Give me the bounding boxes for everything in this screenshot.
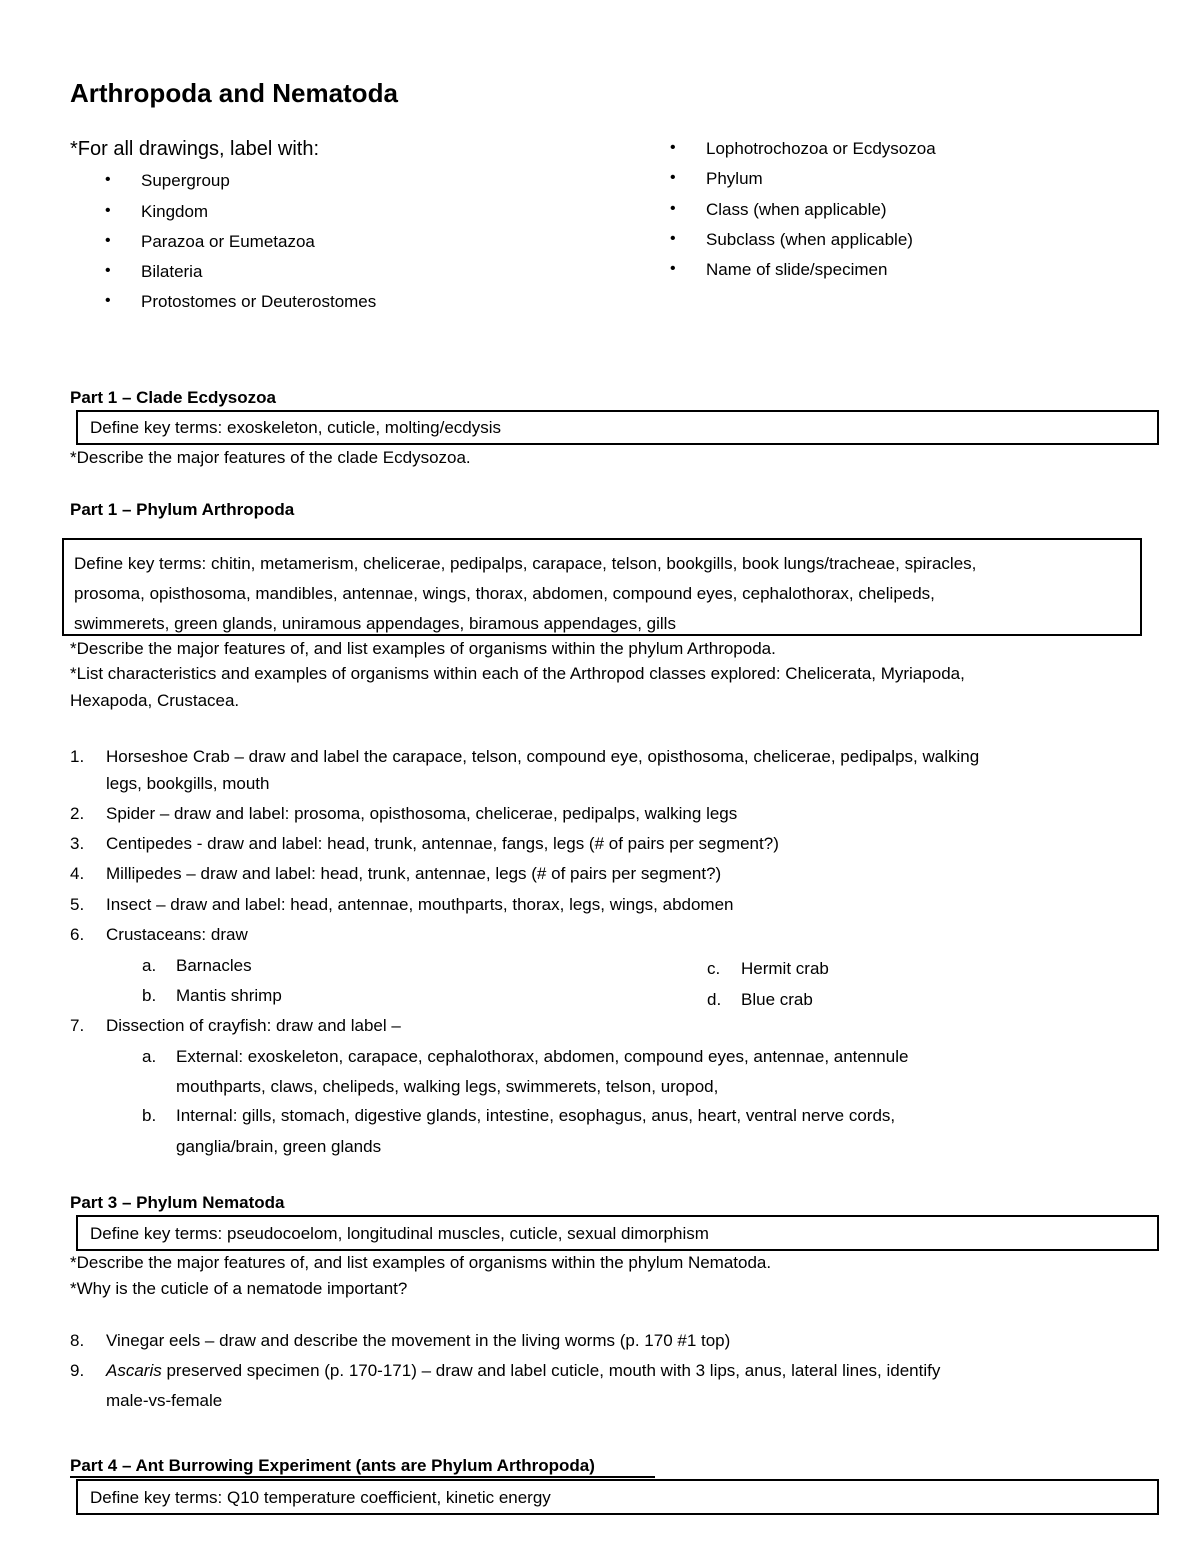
key-terms-box-ant-experiment <box>76 1479 1159 1515</box>
list-item <box>142 956 252 976</box>
list-item <box>70 1016 401 1036</box>
list-text: Mantis shrimp <box>176 986 282 1005</box>
key-terms-text: Define key terms: Q10 temperature coefficient, kinetic energy <box>90 1488 551 1507</box>
section-heading-ecdysozoa: Part 1 – Clade Ecdysozoa <box>70 388 276 407</box>
list-item <box>70 895 734 915</box>
list-item: • Phylum <box>706 169 763 189</box>
list-item: • Lophotrochozoa or Ecdysozoa <box>706 139 936 159</box>
list-item <box>707 990 813 1010</box>
list-item <box>142 1047 909 1067</box>
list-text: Millipedes – draw and label: head, trunk, antennae, legs (# of pairs per segment?) <box>106 864 722 883</box>
list-number: 6. <box>70 925 85 944</box>
list-item <box>142 1106 896 1126</box>
list-item: • Class (when applicable) <box>706 200 886 220</box>
list-letter: b. <box>142 986 157 1005</box>
key-terms-line: swimmerets, green glands, uniramous appendages, biramous appendages, gills <box>74 614 676 633</box>
list-text: Spider – draw and label: prosoma, opisthosoma, chelicerae, pedipalps, walking legs <box>106 804 738 823</box>
page-title: Arthropoda and Nematoda <box>70 78 398 108</box>
list-item <box>70 1331 731 1351</box>
list-text-continued: ganglia/brain, green glands <box>176 1137 382 1156</box>
list-item: • Parazoa or Eumetazoa <box>141 232 315 252</box>
list-item: • Supergroup <box>141 171 230 191</box>
list-text: Crustaceans: draw <box>106 925 248 944</box>
describe-text: *Describe the major features of, and list examples of organisms within the phylum Arthropoda. <box>70 639 776 658</box>
list-item <box>142 986 282 1006</box>
list-item: • Protostomes or Deuterostomes <box>141 292 376 312</box>
key-terms-text: Define key terms: pseudocoelom, longitudinal muscles, cuticle, sexual dimorphism <box>90 1224 709 1243</box>
label-instruction: *For all drawings, label with: <box>70 138 319 160</box>
list-text: Dissection of crayfish: draw and label – <box>106 1016 401 1035</box>
list-item <box>70 1361 941 1381</box>
list-text: Horseshoe Crab – draw and label the carapace, telson, compound eye, opisthosoma, chelicerae, pedipalps, walking <box>106 747 980 766</box>
describe-text: *Describe the major features of the clade Ecdysozoa. <box>70 448 471 467</box>
list-text: Blue crab <box>741 990 813 1009</box>
list-item <box>70 925 248 945</box>
list-number: 7. <box>70 1016 85 1035</box>
list-item <box>70 834 779 854</box>
list-item: • Subclass (when applicable) <box>706 230 913 250</box>
list-item: • Name of slide/specimen <box>706 260 887 280</box>
list-text-continued: legs, bookgills, mouth <box>106 774 270 793</box>
list-number: 5. <box>70 895 85 914</box>
list-text-continued: male-vs-female <box>106 1391 223 1410</box>
list-text: Vinegar eels – draw and describe the movement in the living worms (p. 170 #1 top) <box>106 1331 731 1350</box>
list-number: 3. <box>70 834 85 853</box>
key-terms-line: prosoma, opisthosoma, mandibles, antennae, wings, thorax, abdomen, compound eyes, cephalothorax, chelipeds, <box>74 584 935 603</box>
list-item <box>70 864 722 884</box>
describe-text: *Why is the cuticle of a nematode important? <box>70 1279 408 1298</box>
key-terms-line: Define key terms: chitin, metamerism, chelicerae, pedipalps, carapace, telson, bookgills, book lungs/tracheae, spiracles, <box>74 554 977 573</box>
list-letter: a. <box>142 1047 157 1066</box>
list-item <box>707 959 829 979</box>
section-heading-ant-experiment: Part 4 – Ant Burrowing Experiment (ants are Phylum Arthropoda) <box>70 1456 595 1475</box>
describe-text: *Describe the major features of, and list examples of organisms within the phylum Nematoda. <box>70 1253 772 1272</box>
describe-text: Hexapoda, Crustacea. <box>70 691 240 710</box>
list-letter: c. <box>707 959 721 978</box>
key-terms-text: Define key terms: exoskeleton, cuticle, molting/ecdysis <box>90 418 502 437</box>
list-item <box>70 747 980 767</box>
list-letter: a. <box>142 956 157 975</box>
species-name: Ascaris <box>106 1361 162 1380</box>
list-number: 4. <box>70 864 85 883</box>
list-item <box>70 804 738 824</box>
list-number: 1. <box>70 747 85 766</box>
describe-text: *List characteristics and examples of organisms within each of the Arthropod classes explored: Chelicerata, Myriapoda, <box>70 664 965 683</box>
key-terms-box-arthropoda <box>62 538 1142 636</box>
section-heading-nematoda: Part 3 – Phylum Nematoda <box>70 1193 285 1212</box>
section-heading-arthropoda: Part 1 – Phylum Arthropoda <box>70 500 295 519</box>
list-item: • Bilateria <box>141 262 202 282</box>
list-letter: d. <box>707 990 722 1009</box>
list-number: 8. <box>70 1331 85 1350</box>
list-text: preserved specimen (p. 170-171) – draw and label cuticle, mouth with 3 lips, anus, lateral lines, identify <box>161 1361 941 1380</box>
list-number: 2. <box>70 804 85 823</box>
list-text: External: exoskeleton, carapace, cephalothorax, abdomen, compound eyes, antennae, antennule <box>176 1047 909 1066</box>
list-text: Hermit crab <box>741 959 829 978</box>
key-terms-box-ecdysozoa <box>76 410 1159 445</box>
list-number: 9. <box>70 1361 85 1380</box>
list-letter: b. <box>142 1106 157 1125</box>
list-text: Insect – draw and label: head, antennae, mouthparts, thorax, legs, wings, abdomen <box>106 895 734 914</box>
heading-underline <box>70 1476 655 1478</box>
list-item: • Kingdom <box>141 202 208 222</box>
key-terms-box-nematoda <box>76 1215 1159 1251</box>
list-text: Internal: gills, stomach, digestive glands, intestine, esophagus, anus, heart, ventral nerve cords, <box>176 1106 896 1125</box>
list-text: Barnacles <box>176 956 252 975</box>
list-text: Centipedes - draw and label: head, trunk, antennae, fangs, legs (# of pairs per segment?) <box>106 834 779 853</box>
list-text-continued: mouthparts, claws, chelipeds, walking legs, swimmerets, telson, uropod, <box>176 1077 719 1096</box>
